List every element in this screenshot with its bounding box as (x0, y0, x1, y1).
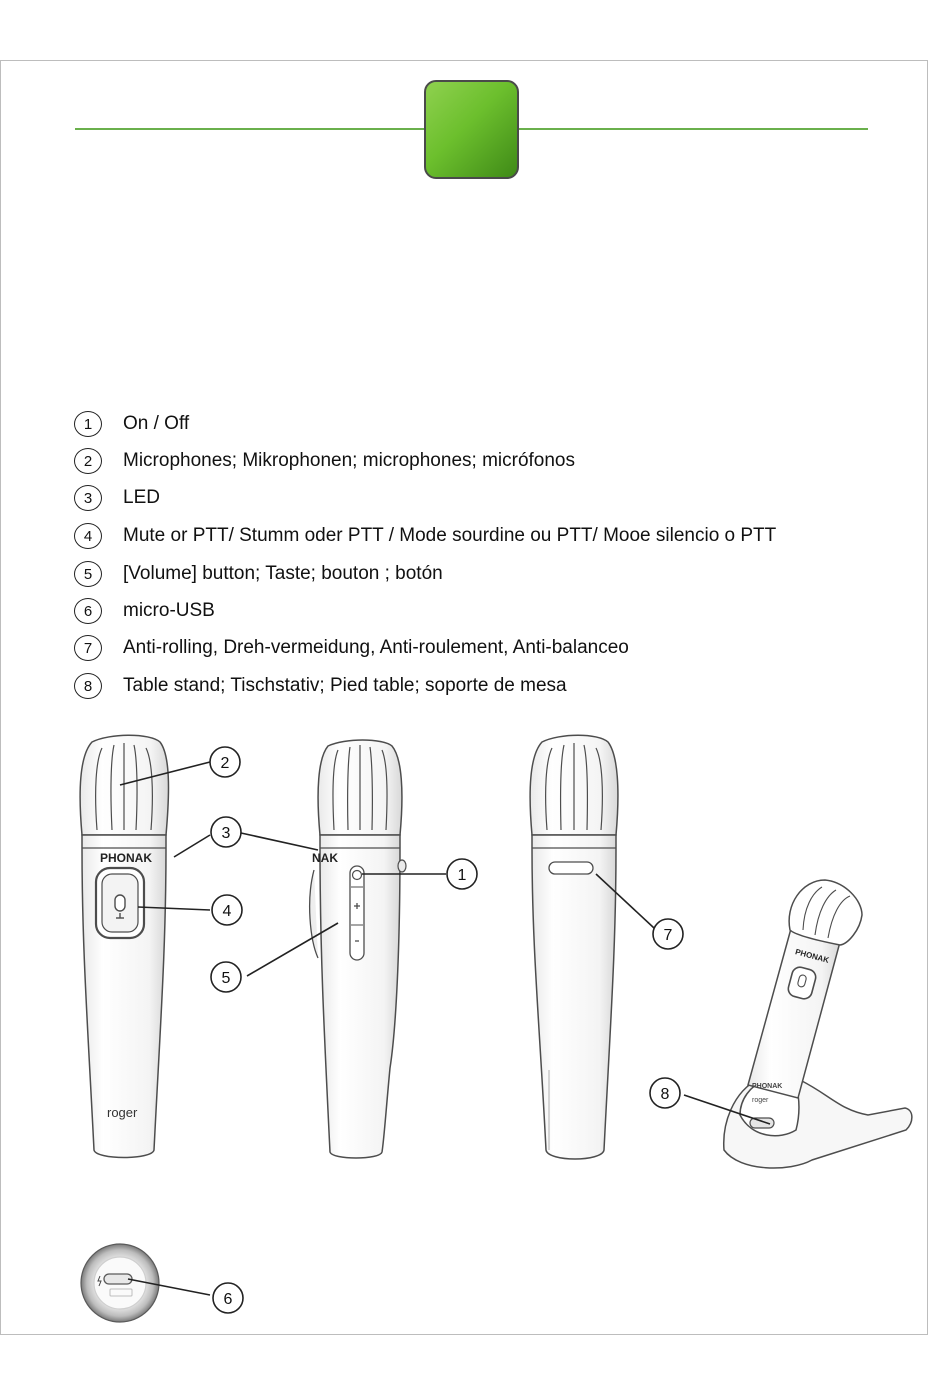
legend-number: 4 (74, 523, 102, 549)
callout-7 (653, 919, 683, 949)
legend-number: 2 (74, 448, 102, 474)
model-logo-front: roger (107, 1105, 138, 1120)
microphone-back-view (530, 735, 618, 1159)
brand-logo-side: NAK (312, 851, 338, 865)
model-logo-stand: roger (752, 1097, 769, 1104)
svg-text:4: 4 (222, 903, 232, 920)
microphone-front-view (80, 735, 168, 1157)
legend-label: Anti-rolling, Dreh-vermeidung, Anti-roulement, Anti-balanceo (123, 637, 629, 658)
legend-label: On / Off (123, 413, 190, 434)
legend-label: micro-USB (123, 600, 215, 621)
legend-label: [Volume] button; Taste; bouton ; botón (123, 563, 443, 584)
svg-text:1: 1 (457, 867, 467, 884)
callout-6 (213, 1283, 243, 1313)
svg-text:7: 7 (663, 927, 673, 944)
legend-number: 3 (74, 485, 102, 511)
brand-logo-front: PHONAK (100, 851, 153, 865)
legend-label: Microphones; Mikrophonen; microphones; micrófonos (123, 450, 575, 471)
callout-8 (650, 1078, 680, 1108)
legend-number: 5 (74, 561, 102, 587)
legend-number: 7 (74, 635, 102, 661)
legend-label: Table stand; Tischstativ; Pied table; soporte de mesa (123, 675, 567, 696)
callout-5 (211, 962, 241, 992)
legend-number: 6 (74, 598, 102, 624)
svg-text:8: 8 (660, 1086, 670, 1103)
callout-3 (211, 817, 241, 847)
svg-text:2: 2 (220, 755, 230, 772)
legend-label: Mute or PTT/ Stumm oder PTT / Mode sourdine ou PTT/ Mooe silencio o PTT (123, 525, 777, 546)
svg-text:6: 6 (223, 1291, 233, 1308)
svg-text:5: 5 (221, 970, 231, 987)
callout-1 (447, 859, 477, 889)
legend-number: 1 (74, 411, 102, 437)
legend-number: 8 (74, 673, 102, 699)
brand-logo-stand-mic: PHONAK (794, 947, 831, 965)
brand-logo-stand: PHONAK (752, 1083, 783, 1090)
svg-text:3: 3 (221, 825, 231, 842)
callout-2 (210, 747, 240, 777)
microphone-on-table-stand (724, 880, 912, 1168)
legend-label: LED (123, 487, 160, 508)
callout-4 (212, 895, 242, 925)
microphone-side-view (310, 740, 406, 1158)
